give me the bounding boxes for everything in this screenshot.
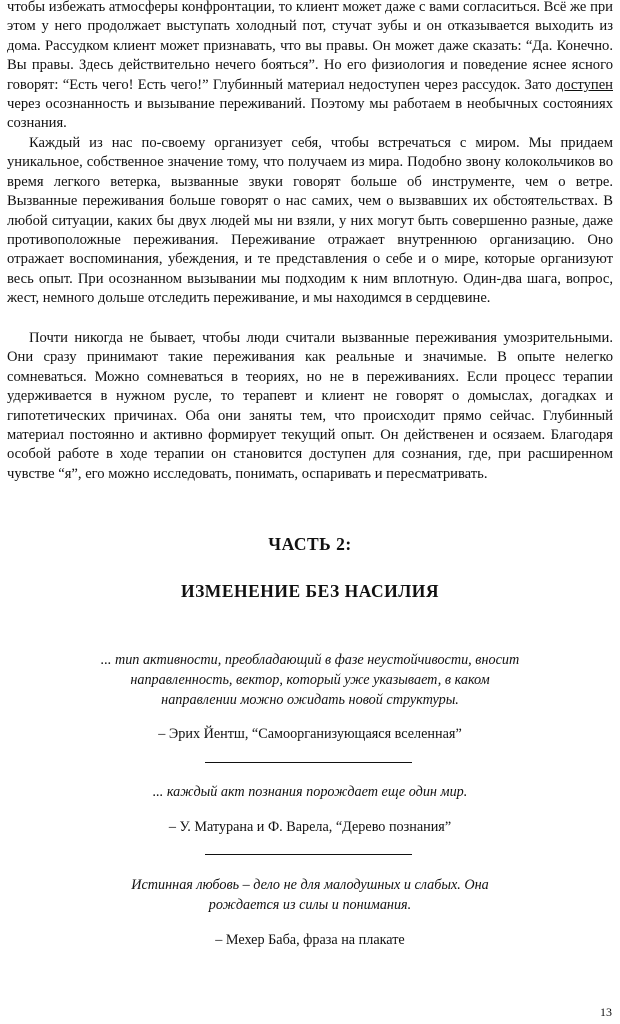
part-label: ЧАСТЬ 2:: [268, 534, 352, 554]
epigraph-1-line-2: направленность, вектор, который уже указывает, в каком: [130, 672, 490, 688]
epigraph-2-quote: [60, 782, 560, 802]
epigraph-2-line-1: ... каждый акт познания порождает еще один мир.: [152, 784, 468, 800]
page-number: 13: [600, 1005, 612, 1019]
epigraph-3-line-2: рождается из силы и понимания.: [208, 897, 412, 913]
body-paragraph-1: [7, 0, 613, 134]
body-paragraph-3: Почти никогда не бывает, чтобы люди считали вызванные переживания умозрительными. Они сразу принимают такие переживания как реальные и значимые. В опыте нелегко сомневаться. Можно сомневаться в теориях, но не в переживаниях. Если процесс терапии удерживается в нужном русле, то терапевт и клиент не говорят о домыслах, догадках и гипотетических причинах. Оба они заняты тем, что происходит прямо сейчас. Глубинный материал постоянно и активно формирует текущий опыт. Он действенен и осязаем. Благодаря особой работе в ходе терапии он становится доступен для сознания, где, при расширенном чувстве “я”, его можно исследовать, понимать, оспаривать и пересматривать.: [7, 330, 613, 482]
paragraph-1-text-b: через осознанность и вызывание переживаний. Поэтому мы работаем в необычных состояниях сознания.: [7, 96, 613, 132]
body-paragraph-2: Каждый из нас по-своему организует себя, чтобы встречаться с миром. Мы придаем уникальное, собственное значение тому, что получаем из мира. Подобно звону колокольчиков во время легкого ветерка, вызванные звуки говорят больше об инструменте, чем о ветре. Вызванные переживания больше говорят о нас самих, чем о вызвавших их обстоятельствах. В любой ситуации, каких бы двух людей мы ни взяли, у них могут быть совершенно разные, даже противоположные переживания. Переживание отражает внутреннюю организацию. Оно отражает воспоминания, убеждения, и те представления о себе и о мире, которые организуют весь опыт. При осознанном вызывании мы подходим к ним вплотную. Один-два шага, вопрос, жест, немного дольше отследить переживание, и мы находимся в сердцевине.: [7, 135, 613, 307]
epigraph-1-attribution: – Эрих Йентш, “Самоорганизующаяся вселенная”: [158, 726, 462, 742]
paragraph-1-text-a: чтобы избежать атмосферы конфронтации, то клиент может даже с вами согласиться. Всё же при этом у него продолжает выступать холодный пот, стучат зубы и он отказывается выходить из дома. Рассудком клиент может признавать, что вы правы. Он может даже сказать: “Да. Конечно. Вы правы. Здесь действительно нечего бояться”. Но его физиология и поведение яснее ясного говорят: “Есть чего! Есть чего!” Глубинный материал недоступен через рассудок. Зато: [7, 0, 613, 93]
epigraph-1-quote: [60, 650, 560, 710]
divider-2: [205, 854, 412, 855]
underlined-word: доступен: [555, 76, 613, 93]
epigraph-1-line-1: ... тип активности, преобладающий в фазе неустойчивости, вносит: [100, 652, 520, 668]
epigraph-3-quote: [60, 875, 560, 915]
epigraph-2-attribution: – У. Матурана и Ф. Варела, “Дерево познания”: [168, 819, 452, 835]
epigraph-3-line-1: Истинная любовь – дело не для малодушных и слабых. Она: [131, 877, 489, 893]
divider-1: [205, 762, 412, 763]
part-title: ИЗМЕНЕНИЕ БЕЗ НАСИЛИЯ: [180, 581, 440, 601]
epigraph-1-line-3: направлении можно ожидать новой структуры.: [161, 692, 459, 708]
epigraph-3-attribution: – Мехер Баба, фраза на плакате: [215, 932, 405, 948]
